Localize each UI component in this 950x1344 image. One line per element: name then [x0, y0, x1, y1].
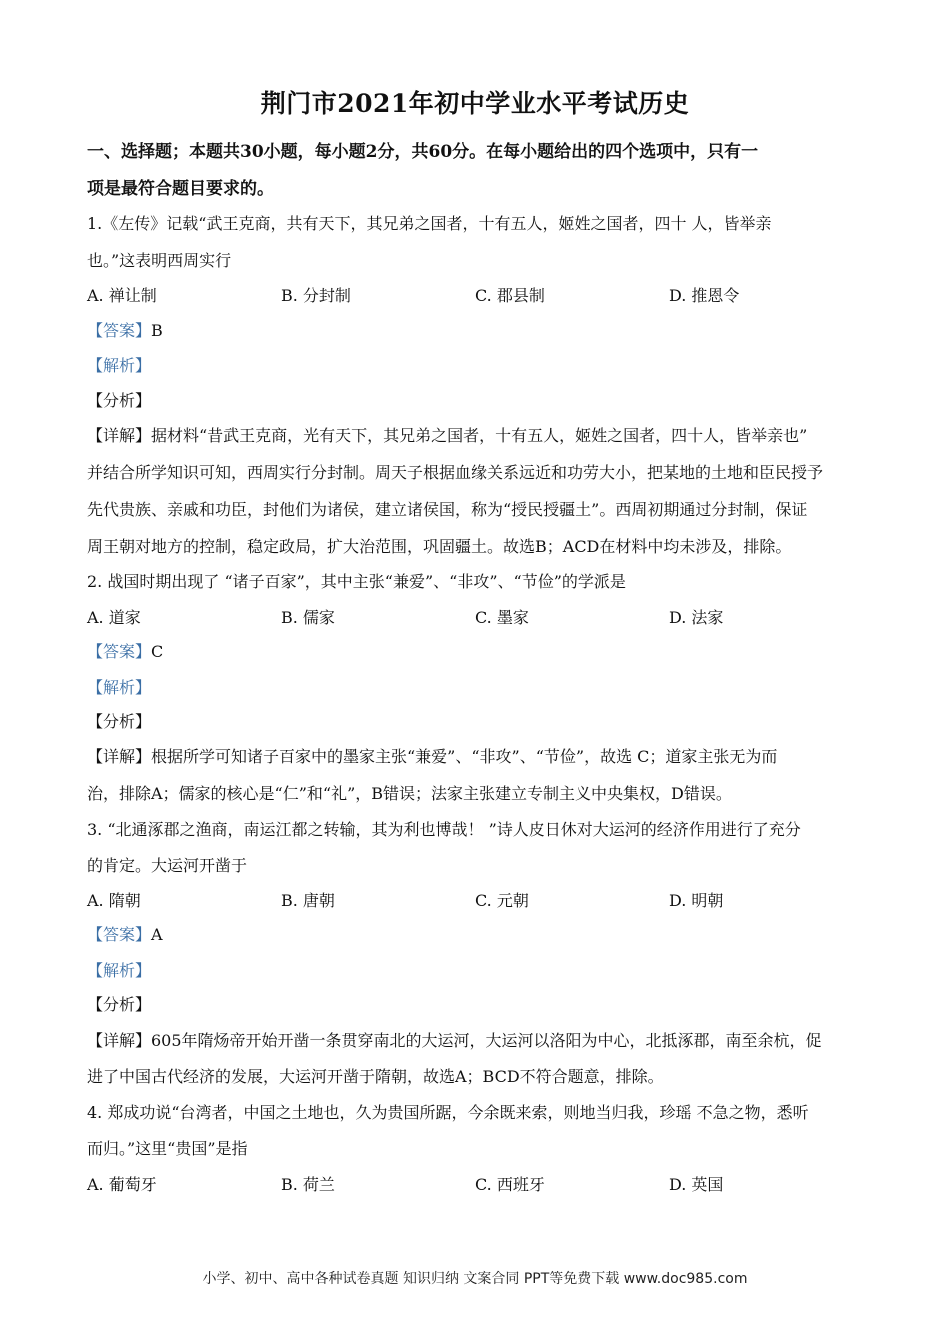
- q2-stem-line-1: 2. 战国时期出现了 “诸子百家”，其中主张“兼爱”、“非攻”、“节俭”的学派是: [87, 572, 626, 591]
- q3-stem-line-2: 的肯定。大运河开凿于: [87, 856, 248, 875]
- page-footer: 小学、初中、高中各种试卷真题 知识归纳 文案合同 PPT等免费下载 www.doc985.com: [202, 1271, 748, 1287]
- q3-option-c: C. 元朝: [475, 891, 529, 910]
- q1-stem-line-1: 1.《左传》记载“武王克商，共有天下，其兄弟之国者，十有五人，姬姓之国者，四十 人，皆举亲: [87, 214, 772, 233]
- q2-jiexi-label: 【解析】: [87, 678, 152, 697]
- q1-answer: [87, 320, 867, 342]
- q4-stem-line-2: 而归。”这里“贵国”是指: [87, 1139, 248, 1158]
- q1-stem-line-2: 也。”这表明西周实行: [87, 251, 232, 270]
- q3-detail-line-2: 进了中国古代经济的发展，大运河开凿于隋朝，故选A；BCD不符合题意，排除。: [87, 1067, 664, 1086]
- q3-stem-line-1: 3. “北通涿郡之渔商，南运江都之转输，其为利也博哉！ ”诗人皮日休对大运河的经济作用进行了充分: [87, 820, 801, 839]
- q3-option-a: A. 隋朝: [87, 891, 141, 910]
- answer-label: 【答案】: [87, 925, 152, 944]
- answer-value: B: [151, 321, 163, 340]
- answer-value: A: [151, 925, 163, 944]
- answer-label: 【答案】: [87, 321, 152, 340]
- q1-jiexi-label: 【解析】: [87, 356, 152, 375]
- q3-option-b: B. 唐朝: [281, 891, 335, 910]
- q1-detail-line-2: 并结合所学知识可知，西周实行分封制。周天子根据血缘关系远近和功劳大小，把某地的土地和臣民授予: [87, 463, 824, 482]
- q1-detail-line-3: 先代贵族、亲戚和功臣，封他们为诸侯，建立诸侯国，称为“授民授疆土”。西周初期通过分封制，保证: [87, 500, 808, 519]
- q2-fenxi-label: 【分析】: [87, 712, 152, 731]
- q2-option-a: A. 道家: [87, 608, 141, 627]
- q2-answer: [87, 641, 867, 663]
- q1-detail-line-4: 周王朝对地方的控制，稳定政局，扩大治范围，巩固疆土。故选B；ACD在材料中均未涉及，排除。: [87, 537, 792, 556]
- q2-detail-line-2: 治，排除A；儒家的核心是“仁”和“礼”，B错误；法家主张建立专制主义中央集权，D错误。: [87, 784, 732, 803]
- q3-answer: [87, 924, 867, 946]
- q1-option-b: B. 分封制: [281, 286, 351, 305]
- q4-option-c: C. 西班牙: [475, 1175, 545, 1194]
- q1-option-d: D. 推恩令: [669, 286, 740, 305]
- q1-option-c: C. 郡县制: [475, 286, 545, 305]
- q2-option-d: D. 法家: [669, 608, 724, 627]
- q2-detail-line-1: 【详解】根据所学可知诸子百家中的墨家主张“兼爱”、“非攻”、“节俭”，故选 C；道家主张无为而: [87, 747, 778, 766]
- q2-option-c: C. 墨家: [475, 608, 529, 627]
- answer-value: C: [151, 642, 164, 661]
- q3-detail-line-1: 【详解】605年隋炀帝开始开凿一条贯穿南北的大运河，大运河以洛阳为中心，北抵涿郡，南至余杭，促: [87, 1031, 822, 1050]
- q4-option-d: D. 英国: [669, 1175, 724, 1194]
- q3-jiexi-label: 【解析】: [87, 961, 152, 980]
- q1-fenxi-label: 【分析】: [87, 391, 152, 410]
- answer-label: 【答案】: [87, 642, 152, 661]
- section-heading-line-2: 项是最符合题目要求的。: [87, 179, 274, 199]
- q1-detail-line-1: 【详解】据材料“昔武王克商，光有天下，其兄弟之国者，十有五人，姬姓之国者，四十人，皆举亲也”: [87, 426, 808, 445]
- q4-option-b: B. 荷兰: [281, 1175, 335, 1194]
- q3-option-d: D. 明朝: [669, 891, 724, 910]
- q1-option-a: A. 禅让制: [87, 286, 157, 305]
- q2-option-b: B. 儒家: [281, 608, 335, 627]
- page-title: 荆门市2021年初中学业水平考试历史: [260, 89, 690, 118]
- section-heading-line-1: 一、选择题；本题共30小题，每小题2分，共60分。在每小题给出的四个选项中，只有一: [87, 142, 759, 162]
- q3-fenxi-label: 【分析】: [87, 995, 152, 1014]
- q4-option-a: A. 葡萄牙: [87, 1175, 157, 1194]
- q4-stem-line-1: 4. 郑成功说“台湾者，中国之土地也，久为贵国所踞，今余既来索，则地当归我，珍瑶 不急之物，悉听: [87, 1103, 809, 1122]
